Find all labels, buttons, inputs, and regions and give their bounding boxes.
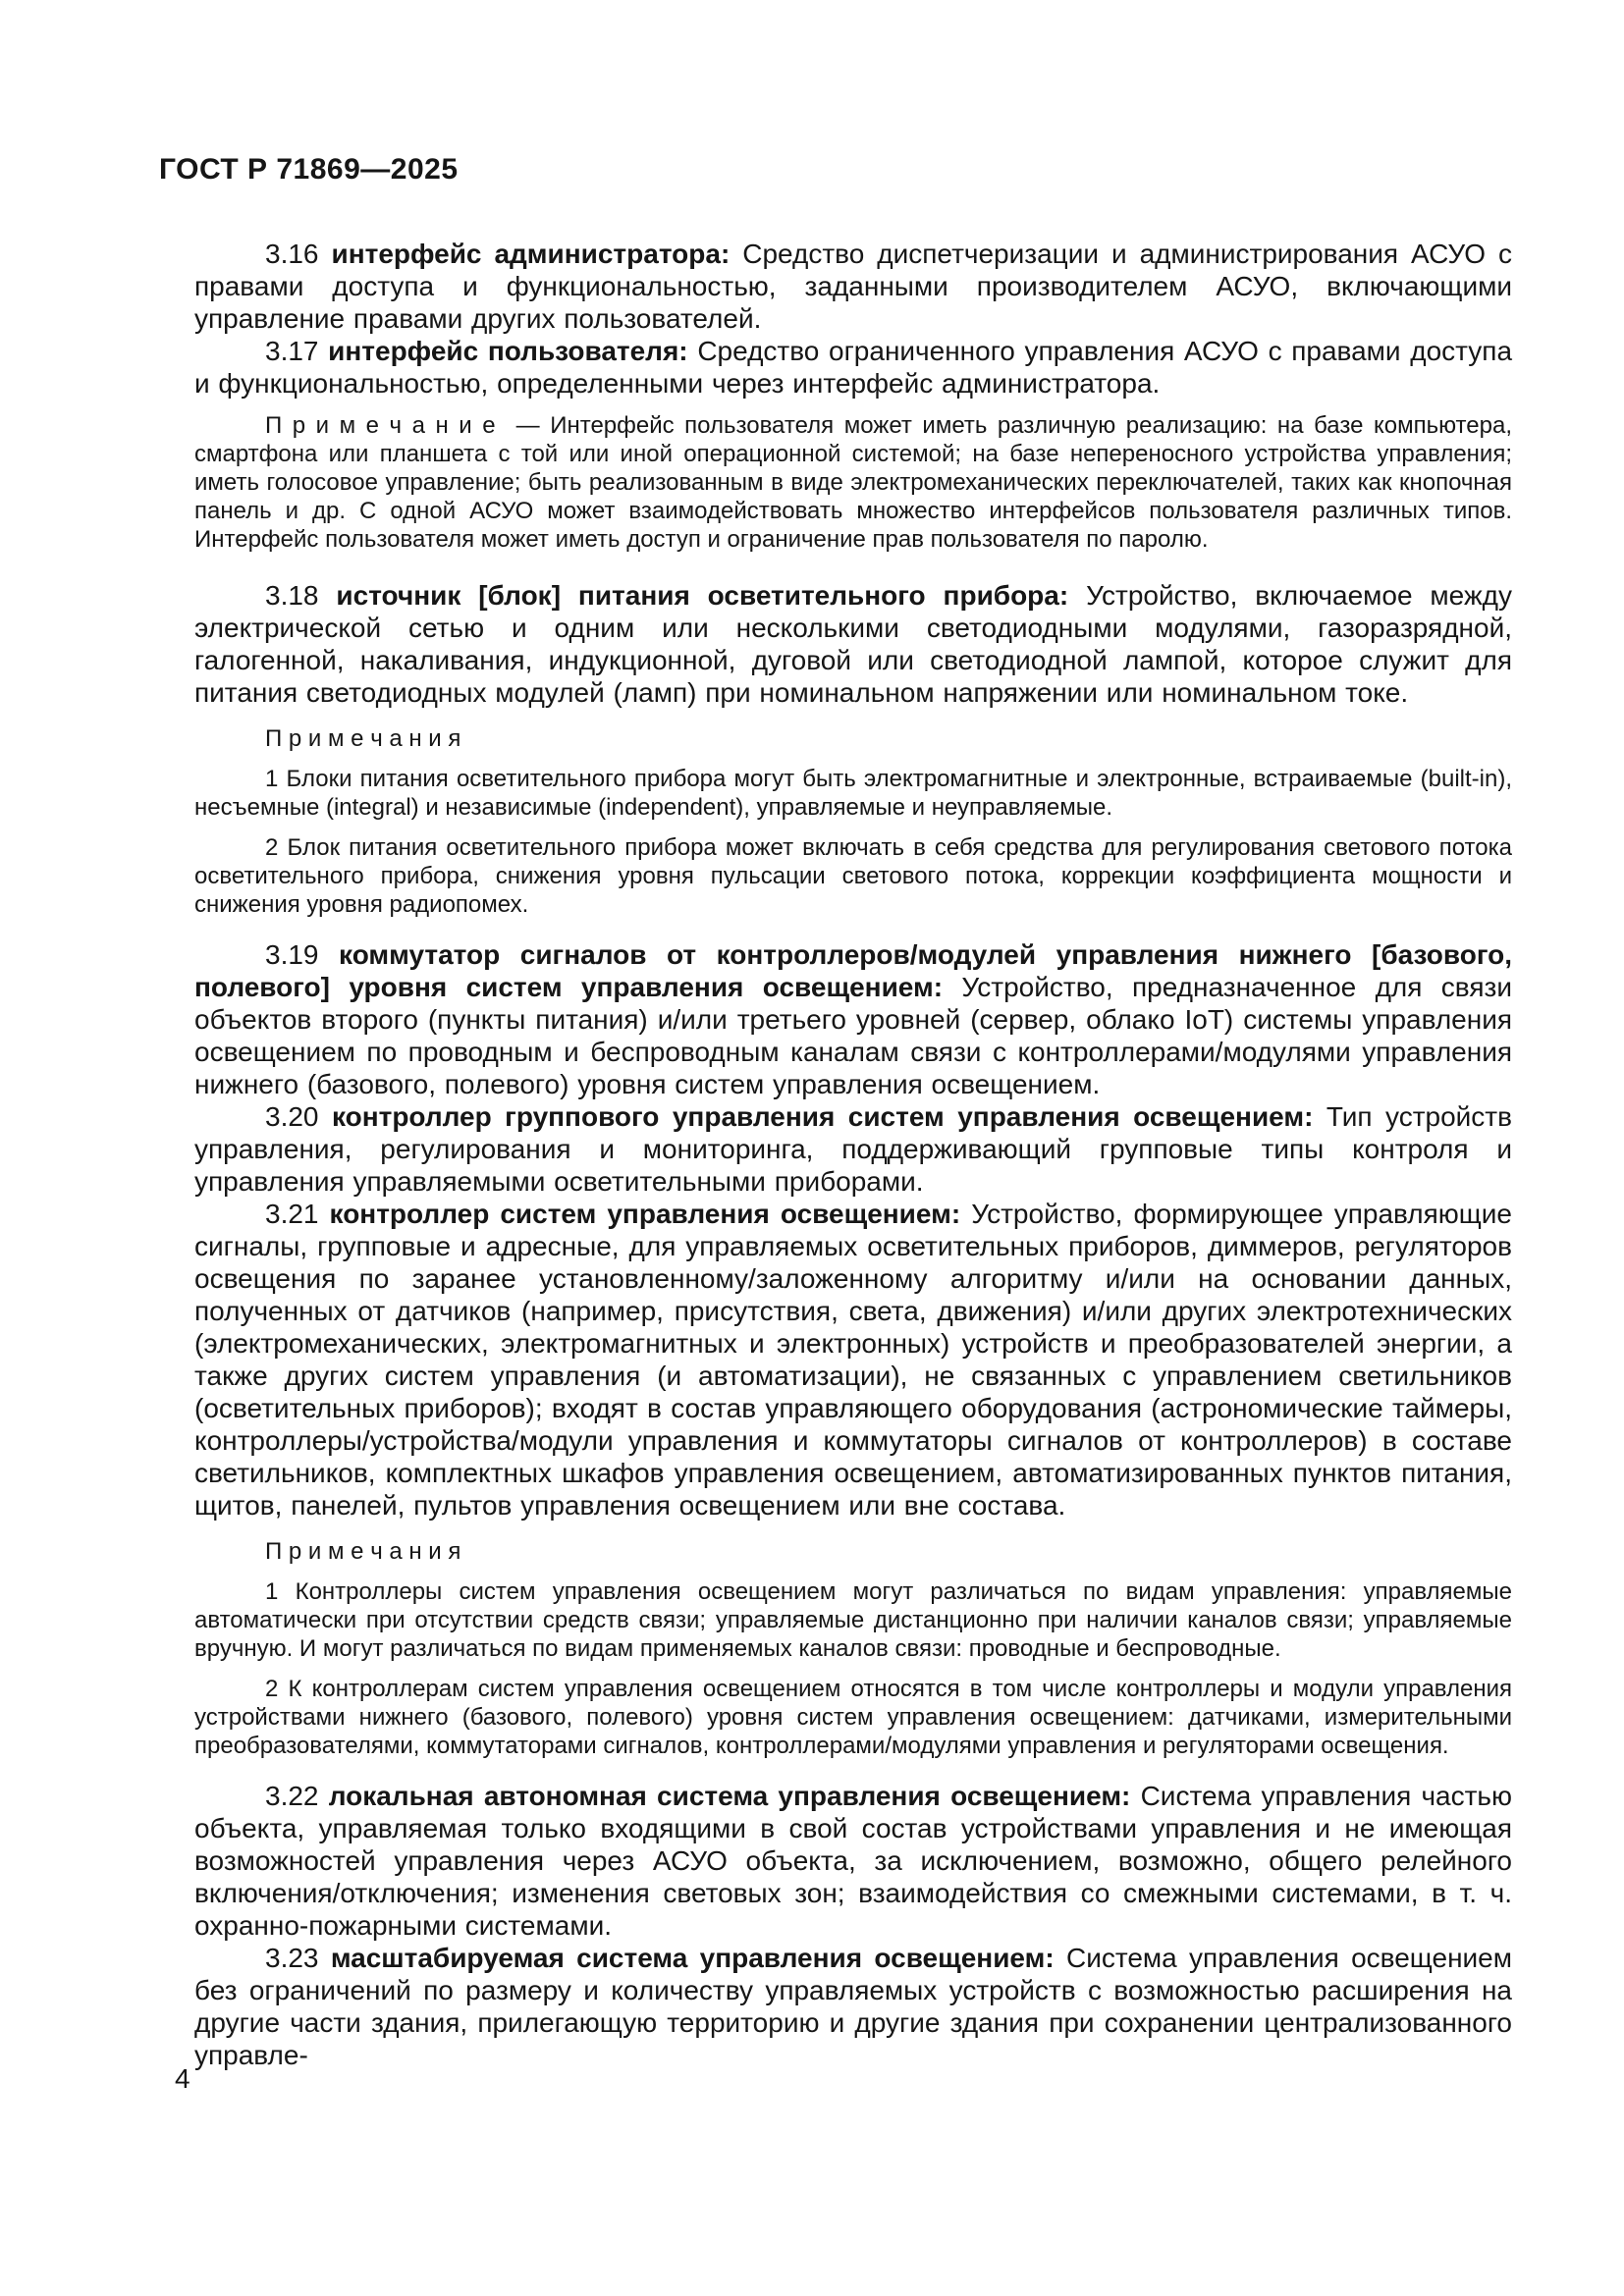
term-title: контроллер группового управления систем управления освещением: (331, 1101, 1314, 1132)
term-definition: Система управления частью объекта, управляемая только входящими в свой состав устройствами управления и не имеющая возможностей управления через АСУО объекта, за исключением, возможно, общего релейного включения/отключения; изменения световых зон; взаимодействия со смежными системами, в т. ч. охранно-пожарными системами. (194, 1781, 1513, 1941)
term-definition: Средство диспетчеризации и администрирования АСУО с правами доступа и функциональностью, заданными производителем АСУО, включающими управление правами других пользователей. (194, 239, 1513, 334)
page-content (194, 238, 1512, 2071)
term-number: 3.17 (265, 336, 319, 366)
note-item-number: 2 (265, 1676, 279, 1702)
term-title: масштабируемая система управления освещением: (330, 1943, 1055, 1973)
notes-heading-3-21: П р и м е ч а н и я (265, 1538, 461, 1565)
note-item-number: 1 (265, 766, 279, 792)
term-entry-3-21 (194, 1198, 1512, 1522)
note-item (194, 1577, 1512, 1663)
term-definition: Устройство, формирующее управляющие сигналы, групповые и адресные, для управляемых осветительных приборов, диммеров, регуляторов освещения по заранее установленному/заложенному алгоритму и/или на основании данных, полученных от датчиков (например, присутствия, света, движения) и/или других электротехнических (электромеханических, электромагнитных и электронных) устройств и преобразователей энергии, а также других систем управления (и автоматизации), не связанных с управлением светильников (осветительных приборов); входят в состав управляющего оборудования (астрономические таймеры, контроллеры/устройства/модули управления и коммутаторы сигналов от контроллеров) в составе светильников, комплектных шкафов управления освещением, автоматизированных пунктов питания, щитов, панелей, пультов управления освещением или вне состава. (194, 1199, 1513, 1521)
term-entry-3-16 (194, 238, 1512, 335)
term-definition: Система управления освещением без ограничений по размеру и количеству управляемых устройств с возможностью расширения на другие части здания, прилегающую территорию и другие здания при сохранении централизованного управле- (194, 1943, 1512, 2070)
note-item-number: 2 (265, 834, 279, 861)
term-entry-3-23 (194, 1942, 1512, 2071)
term-number: 3.20 (265, 1101, 319, 1132)
term-number: 3.21 (265, 1199, 319, 1229)
note-item (194, 1675, 1512, 1760)
term-entry-3-19 (194, 938, 1512, 1100)
term-entry-3-22 (194, 1780, 1512, 1942)
note-label: П р и м е ч а н и е (265, 412, 496, 439)
page-number: 4 (175, 2063, 190, 2094)
term-number: 3.23 (265, 1943, 319, 1973)
term-number: 3.22 (265, 1781, 319, 1811)
term-title: локальная автономная система управления освещением: (328, 1781, 1131, 1811)
term-title: источник [блок] питания осветительного прибора: (336, 580, 1069, 611)
note-text: — Интерфейс пользователя может иметь различную реализацию: на базе компьютера, смартфона или планшета с той или иной операционной системой; на базе непереносного устройства управления; иметь голосовое управление; быть реализованным в виде электромеханических переключателей, таких как кнопочная панель и др. С одной АСУО может взаимодействовать множество интерфейсов пользователя различных типов. Интерфейс пользователя может иметь доступ и ограничение прав пользователя по паролю. (194, 412, 1512, 553)
term-number: 3.19 (265, 939, 319, 970)
term-definition: Устройство, предназначенное для связи объектов второго (пункты питания) и/или третьего уровней (сервер, облако IoT) системы управления освещением по проводным и беспроводным каналам связи с контроллерами/модулями управления нижнего (базового, полевого) уровня систем управления освещением. (194, 972, 1512, 1099)
term-entry-3-18 (194, 579, 1512, 709)
term-number: 3.18 (265, 580, 319, 611)
term-entry-3-17 (194, 335, 1512, 400)
term-definition: Тип устройств управления, регулирования и мониторинга, поддерживающий групповые типы контроля и управления управляемыми осветительными приборами. (194, 1101, 1512, 1197)
note-item-text: К контроллерам систем управления освещением относятся в том числе контроллеры и модули управления устройствами нижнего (базового, полевого) уровня систем управления освещением: датчиками, измерительными преобразователями, коммутаторами сигналов, контроллерами/модулями управления и регуляторами освещения. (194, 1676, 1513, 1759)
notes-heading-3-18: П р и м е ч а н и я (265, 725, 461, 752)
note-item-text: Блок питания осветительного прибора может включать в себя средства для регулирования светового потока осветительного прибора, снижения уровня пульсации светового потока, коррекции коэффициента мощности и снижения уровня радиопомех. (194, 834, 1513, 918)
term-number: 3.16 (265, 239, 319, 269)
note-item-text: Контроллеры систем управления освещением могут различаться по видам управления: управляемые автоматически при отсутствии средств связи; управляемые дистанционно при наличии каналов связи; управляемые вручную. И могут различаться по видам применяемых каналов связи: проводные и беспроводные. (194, 1578, 1512, 1662)
term-title: контроллер систем управления освещением: (329, 1199, 961, 1229)
term-title: интерфейс пользователя: (328, 336, 688, 366)
term-definition: Устройство, включаемое между электрической сетью и одним или несколькими светодиодными модулями, газоразрядной, галогенной, накаливания, индукционной, дуговой или светодиодной лампой, которое служит для питания светодиодных модулей (ламп) при номинальном напряжении или номинальном токе. (194, 580, 1513, 708)
standard-number-header: ГОСТ Р 71869—2025 (159, 153, 459, 186)
note-3-17 (194, 411, 1512, 554)
term-definition: Средство ограниченного управления АСУО с правами доступа и функциональностью, определенными через интерфейс администратора. (194, 336, 1513, 399)
note-item (194, 833, 1512, 919)
term-title: коммутатор сигналов от контроллеров/модулей управления нижнего [базового, полевого] уровня систем управления освещением: (194, 939, 1513, 1002)
note-item-number: 1 (265, 1578, 279, 1605)
note-item-text: Блоки питания осветительного прибора могут быть электромагнитные и электронные, встраиваемые (built-in), несъемные (integral) и независимые (independent), управляемые и неуправляемые. (194, 766, 1513, 821)
term-title: интерфейс администратора: (331, 239, 731, 269)
term-entry-3-20 (194, 1100, 1512, 1198)
note-item (194, 765, 1512, 822)
